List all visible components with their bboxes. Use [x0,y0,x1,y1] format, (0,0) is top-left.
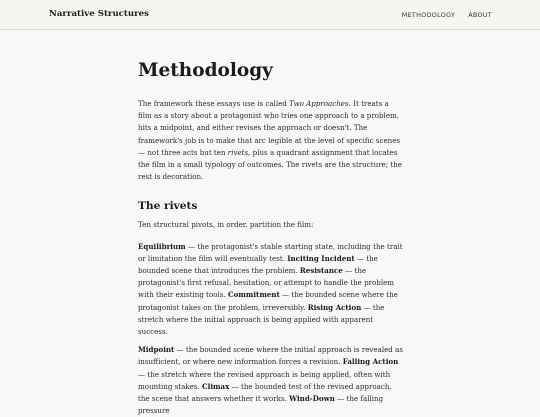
intro-emphasis-rivets: rivets [227,147,249,157]
rivet-term: Wind-Down [289,394,335,404]
intro-text-1: The framework these essays use is called [138,99,290,108]
rivet-term: Inciting Incident [287,253,355,263]
rivet-description: — the protagonist's first refusal, hesitation, or attempt to handle the problem with their existing tools. [138,266,395,300]
nav-link-about[interactable]: ABOUT [468,11,492,19]
rivet-description: — the bounded scene that introduces the problem. [138,253,378,276]
rivets-paragraph-1 [138,241,403,339]
rivet-description: — the falling pressure [138,394,384,416]
section-heading-rivets: The rivets [138,200,198,213]
nav-link-methodology[interactable]: METHODOLOGY [401,11,456,19]
rivet-description: — the bounded scene where the initial approach is revealed as insufficient, or where new information forces a revision. [138,345,403,367]
rivets-paragraph-2 [138,344,403,417]
rivet-term: Falling Action [342,357,399,367]
intro-text-3: , plus a quadrant assignment that locates the film in a small typology of outcomes. The rivets are the structure; the rest is decoration. [138,147,402,182]
intro-text-2: . It treats a film as a story about a protagonist who tries one approach to a problem, hits a midpoint, and either revises the approach or doesn't. The framework's job is to make that arc legible at the level of specific scenes — not three acts but ten [138,99,401,157]
article-content [138,58,403,417]
site-title-link[interactable]: Narrative Structures [49,9,149,19]
rivet-description: — the stretch where the initial approach is being applied with apparent success. [138,302,385,337]
rivet-description: — the bounded scene where the protagonist takes on the problem, irreversibly. [138,290,398,312]
rivets-lead-paragraph: Ten structural pivots, in order, partition the film: [138,220,314,230]
rivet-description: — the protagonist's stable starting state, including the trait or limitation the film will eventually test. [138,241,403,263]
main-nav [402,11,492,19]
rivet-term: Equilibrium [138,241,186,251]
rivet-term: Climax [202,381,230,391]
top-navigation-bar [0,0,540,30]
rivet-term: Resistance [299,266,343,276]
intro-paragraph [138,98,403,183]
rivet-term: Rising Action [307,302,362,312]
rivet-description: — the stretch where the revised approach is being applied, often with mounting stakes. [138,369,391,391]
page-title: Methodology [138,60,273,81]
rivet-term: Commitment [227,290,280,300]
intro-emphasis-two-approaches: Two Approaches [289,99,349,108]
rivet-term: Midpoint [138,345,175,355]
rivet-description: — the bounded test of the revised approach, the scene that answers whether it works. [138,381,392,404]
